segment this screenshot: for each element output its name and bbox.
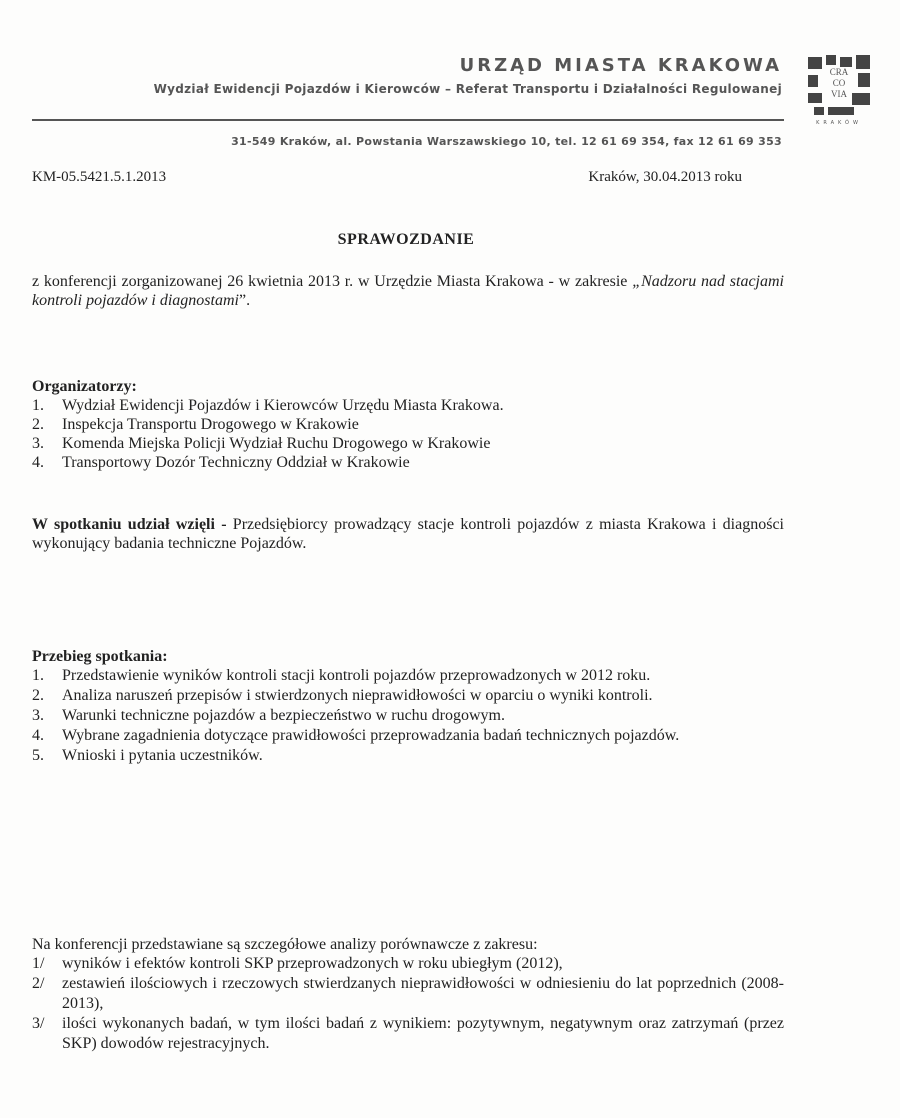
logo-block — [814, 107, 824, 115]
logo-block — [856, 55, 870, 69]
organizers-heading: Organizatorzy: — [32, 378, 137, 395]
place-date: Kraków, 30.04.2013 roku — [588, 169, 742, 185]
logo-text: CO — [832, 78, 846, 88]
list-item: 2. Inspekcja Transportu Drogowego w Krakowie — [32, 416, 359, 433]
list-item: 1/ wyników i efektów kontroli SKP przeprowadzonych w roku ubiegłym (2012), — [32, 955, 563, 972]
course-heading: Przebieg spotkania: — [32, 648, 168, 665]
logo-block — [858, 73, 870, 87]
course-list — [32, 666, 784, 766]
logo-block — [852, 93, 870, 105]
organizers-list — [32, 396, 784, 472]
organizers-section — [32, 377, 784, 472]
list-item: 5. Wnioski i pytania uczestników. — [32, 747, 263, 764]
participants-paragraph — [32, 515, 784, 553]
logo-block — [826, 55, 836, 65]
office-name: URZĄD MIASTA KRAKOWA — [459, 55, 782, 76]
intro-topic: „Nadzoru nad stacjami kontroli pojazdów i diagnostami — [32, 273, 784, 309]
course-section — [32, 647, 784, 766]
list-item: 2/ zestawień ilościowych i rzeczowych stwierdzanych nieprawidłowości w odniesieniu do lat poprzednich (2008-2013), — [32, 975, 784, 1012]
document-title: SPRAWOZDANIE — [337, 231, 475, 248]
header-divider — [32, 119, 784, 121]
logo-text: VIA — [831, 89, 847, 99]
participants-text: Przedsiębiorcy prowadzący stacje kontroli pojazdów z miasta Krakowa i diagności wykonujący badania techniczne Pojazdów. — [32, 516, 785, 552]
list-item: 3/ ilości wykonanych badań, w tym ilości badań z wynikiem: pozytywnym, negatywnym oraz zatrzymań (przez SKP) dowodów rejestracyjnych. — [32, 1015, 784, 1052]
participants-heading: W spotkaniu udział wzięli - — [32, 516, 233, 533]
logo-text: CRA — [829, 67, 849, 77]
list-item: 1. Wydział Ewidencji Pojazdów i Kierowców Urzędu Miasta Krakowa. — [32, 397, 504, 414]
analysis-intro: Na konferencji przedstawiane są szczegółowe analizy porównawcze z zakresu: — [32, 936, 538, 953]
logo-block — [808, 57, 822, 69]
list-item: 3. Komenda Miejska Policji Wydział Ruchu Drogowego w Krakowie — [32, 435, 491, 452]
logo-block — [808, 93, 822, 103]
logo-block — [828, 107, 854, 115]
list-item: 3. Warunki techniczne pojazdów a bezpieczeństwo w ruchu drogowym. — [32, 707, 505, 724]
reference-number: KM-05.5421.5.1.2013 — [32, 169, 167, 185]
logo-caption: KRAKÓW — [816, 120, 862, 126]
list-item: 1. Przedstawienie wyników kontroli stacji kontroli pojazdów przeprowadzonych w 2012 roku. — [32, 667, 651, 684]
intro-end: ”. — [238, 292, 251, 309]
logo-block — [840, 57, 852, 67]
intro-paragraph — [32, 272, 784, 310]
analysis-list — [32, 954, 784, 1054]
list-item: 4. Wybrane zagadnienia dotyczące prawidłowości przeprowadzania badań technicznych pojazdów. — [32, 727, 680, 744]
list-item: 4. Transportowy Dozór Techniczny Oddział w Krakowie — [32, 454, 410, 471]
department-name: Wydział Ewidencji Pojazdów i Kierowców – Referat Transportu i Działalności Regulowanej — [153, 82, 782, 96]
analysis-section — [32, 935, 784, 1054]
office-address: 31-549 Kraków, al. Powstania Warszawskiego 10, tel. 12 61 69 354, fax 12 61 69 353 — [231, 135, 782, 148]
intro-text: z konferencji zorganizowanej 26 kwietnia 2013 r. w Urzędzie Miasta Krakowa - w zakresie — [32, 273, 633, 290]
list-item: 2. Analiza naruszeń przepisów i stwierdzonych nieprawidłowości w oparciu o wyniki kontroli. — [32, 687, 653, 704]
cracovia-logo-icon — [806, 53, 872, 117]
logo-block — [808, 75, 818, 87]
